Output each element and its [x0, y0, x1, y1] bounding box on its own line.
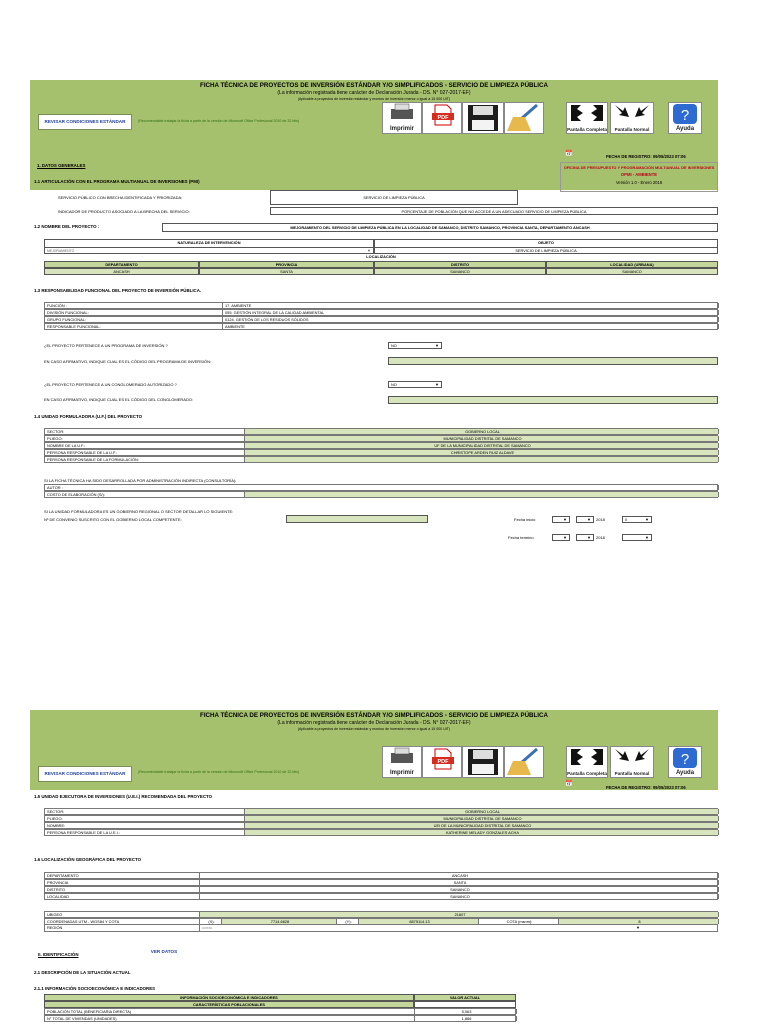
caracteristicas-header: CARACTERÍSTICAS POBLACIONALES: [44, 1001, 414, 1008]
pdf-icon: [423, 747, 461, 771]
shrink-icon: [611, 103, 653, 123]
uei-value: GOBIERNO LOCAL: [245, 809, 719, 814]
help-icon: [669, 747, 701, 769]
normal-screen-label: Pantalla Normal: [614, 771, 650, 776]
section-identificacion: II. IDENTIFICACIÓN: [38, 952, 79, 957]
normal-screen-label: Pantalla Normal: [614, 127, 650, 132]
q-programa-label: ¿EL PROYECTO PERTENECE A UN PROGRAMA DE INVERSIÓN ?: [44, 343, 168, 348]
form-title: FICHA TÉCNICA DE PROYECTOS DE INVERSIÓN ESTÁNDAR Y/O SIMPLIFICADOS - SERVICIO DE LIMPIEZA PÚBLICA: [200, 712, 548, 719]
q-programa-code-label: EN CASO AFIRMATIVO, INDIQUE CUAL ES EL CÓDIGO DEL PROGRAMA DE INVERSIÓN:: [44, 359, 212, 364]
fecha-inicio-year: 2018: [596, 517, 605, 522]
x-value[interactable]: 7714.6628: [222, 919, 337, 924]
fecha-inicio-extra[interactable]: 0 ▼: [622, 516, 652, 523]
uf-row: [44, 442, 718, 449]
office-box: [560, 162, 718, 192]
info-row: [44, 1008, 516, 1015]
func-label: GRUPO FUNCIONAL:: [45, 317, 223, 322]
costo-label: COSTO DE ELABORACIÓN (S/):: [45, 492, 245, 497]
help-label: Ayuda: [675, 770, 695, 776]
naturaleza-header: NATURALEZA DE INTERVENCIÓN: [44, 239, 374, 247]
conglomerado-code-input[interactable]: [388, 396, 718, 404]
registration-date: FECHA DE REGISTRO: 09/05/2023 07:06: [606, 785, 686, 790]
func-value: 17. AMBIENTE: [223, 303, 719, 308]
section-2-1-1: 2.1.1 INFORMACIÓN SOCIOECONÓMICA E INDICADORES: [34, 986, 156, 991]
save-button[interactable]: [462, 746, 504, 778]
region-label: REGIÓN: [45, 925, 200, 931]
help-button[interactable]: [668, 746, 702, 778]
consultoria-note: SI LA FICHA TÉCNICA HA SIDO DESARROLLADA POR ADMINISTRACIÓN INDIRECTA (CONSULTORÍA):: [44, 478, 237, 483]
servicio-label: SERVICIO PÚBLICO CON BRECHA IDENTIFICADA Y PRIORIZADA:: [58, 195, 183, 200]
section-2-1: 2.1 DESCRIPCIÓN DE LA SITUACIÓN ACTUAL: [34, 970, 131, 975]
func-row: [44, 323, 718, 330]
full-screen-label: Pantalla Completa: [567, 771, 607, 776]
normal-screen-button[interactable]: [610, 102, 654, 134]
calendar-icon: 📅: [565, 781, 573, 787]
form-title: FICHA TÉCNICA DE PROYECTOS DE INVERSIÓN ESTÁNDAR Y/O SIMPLIFICADOS - SERVICIO DE LIMPIEZA PÚBLICA: [200, 82, 548, 89]
section-1-6: 1.6 LOCALIZACIÓN GEOGRÁFICA DEL PROYECTO: [34, 857, 142, 862]
autor-row: [44, 484, 718, 491]
servicio-value: SERVICIO DE LIMPIEZA PÚBLICA: [270, 190, 518, 205]
loc-value-depto: ANCASH: [44, 268, 199, 275]
func-label: RESPONSABLE FUNCIONAL:: [45, 324, 223, 329]
autor-label: AUTOR :: [45, 485, 719, 490]
pdf-button[interactable]: [422, 746, 462, 778]
help-button[interactable]: [668, 102, 702, 134]
geo-label: LOCALIDAD: [45, 894, 200, 899]
gob-note: SI LA UNIDAD FORMULADORA ES UN GOBIERNO REGIONAL O SECTOR DETALLAR LO SIGUIENTE:: [44, 509, 234, 514]
uei-row: [44, 808, 718, 815]
svg-text:PDF: PDF: [437, 758, 449, 765]
section-datos-generales: 1. DATOS GENERALES: [37, 163, 86, 168]
geo-label: DEPARTAMENTO: [45, 873, 200, 878]
uf-value: CHRISTOPE ARDEN RUIZ ALDAVE: [245, 450, 719, 455]
indicador-label: INDICADOR DE PRODUCTO ASOCIADO A LA BRECHA DEL SERVICIO:: [58, 209, 190, 214]
loc-value-provincia: SANTA: [199, 268, 374, 275]
loc-header-localidad: LOCALIDAD (URBANA): [546, 261, 718, 268]
programa-code-input[interactable]: [388, 357, 718, 365]
svg-text:PDF: PDF: [437, 114, 449, 121]
uf-value[interactable]: [245, 457, 719, 462]
print-label: Imprimir: [389, 770, 414, 776]
geo-value: ANCASH: [200, 873, 719, 878]
print-button[interactable]: [382, 746, 422, 778]
uf-label: NOMBRE DE LA U.F.:: [45, 443, 245, 448]
func-row: [44, 316, 718, 323]
func-row: [44, 302, 718, 309]
func-value: 055. GESTIÓN INTEGRAL DE LA CALIDAD AMBIENTAL: [223, 310, 719, 315]
form-subtitle: (La información registrada tiene carácter de Declaración Jurada - DS. N° 027-2017-EF): [277, 720, 471, 726]
fecha-termino-extra[interactable]: [622, 534, 652, 541]
save-button[interactable]: [462, 102, 504, 134]
fecha-inicio-month[interactable]: [576, 516, 594, 523]
caracteristicas-blank: [414, 1001, 516, 1008]
review-conditions-button[interactable]: REVISAR CONDICIONES ESTÁNDAR: [38, 766, 132, 782]
section-1-5: 1.5 UNIDAD EJECUTORA DE INVERSIONES (U.E.I.) RECOMENDADA DEL PROYECTO: [34, 794, 213, 799]
recommendation-note: (Recomendable trabajar la ficha a partir de la versión de Microsoft Office Profesional 2010 de 32 bits): [138, 770, 300, 774]
func-value: AMBIENTE: [223, 324, 719, 329]
uf-value: UF DE LA MUNICIPALIDAD DISTRITAL DE SAMANCO: [245, 443, 719, 448]
y-value[interactable]: 8875114.13: [359, 919, 479, 924]
uei-label: NOMBRE:: [45, 823, 245, 828]
fecha-termino-label: Fecha termino: [508, 535, 534, 540]
cota-value[interactable]: 8: [559, 919, 719, 924]
registration-date: FECHA DE REGISTRO: 09/05/2023 07:06: [606, 154, 686, 159]
region-value: COSTA: [202, 926, 213, 930]
geo-label: DISTRITO: [45, 887, 200, 892]
naturaleza-select[interactable]: MEJORAMIENTO ▼: [44, 247, 374, 254]
geo-label: PROVINCIA: [45, 880, 200, 885]
print-button[interactable]: [382, 102, 422, 134]
utm-label: COORDENADAS UTM - WGS84 Y COTA: [45, 919, 200, 924]
utm-row: [44, 918, 718, 925]
full-screen-button[interactable]: [566, 746, 608, 778]
uf-label: PERSONA RESPONSABLE DE LA FORMULACIÓN:: [45, 457, 245, 462]
project-name: MEJORAMIENTO DEL SERVICIO DE LIMPIEZA PÚBLICA EN LA LOCALIDAD DE SAMANCO, DISTRITO SAMANCO, PROVINCIA SANTA, DEPARTAMENTO ANCASH: [162, 223, 718, 232]
q-conglomerado-code-label: EN CASO AFIRMATIVO, INDIQUE CUAL ES EL CÓDIGO DEL CONGLOMERADO:: [44, 397, 194, 402]
loc-value-localidad: SAMANCO: [546, 268, 718, 275]
geo-value: SAMANCO: [200, 894, 719, 899]
uei-row: [44, 815, 718, 822]
localizacion-header: LOCALIZACIÓN: [366, 254, 396, 259]
loc-value-distrito: SAMANCO: [374, 268, 546, 275]
loc-header-distrito: DISTRITO: [374, 261, 546, 268]
geo-row: [44, 886, 718, 893]
section-1-4: 1.4 UNIDAD FORMULADORA (U.F.) DEL PROYECTO: [34, 414, 142, 419]
conglomerado-select[interactable]: NO ▼: [388, 381, 442, 388]
info-value: 1,886: [415, 1016, 517, 1021]
calendar-icon: 📅: [565, 151, 573, 157]
func-label: DIVISIÓN FUNCIONAL:: [45, 310, 223, 315]
printer-icon: [383, 103, 421, 125]
broom-icon: [505, 747, 543, 777]
expand-icon: [567, 747, 607, 767]
uf-row: [44, 435, 718, 442]
uei-label: PLIEGO:: [45, 816, 245, 821]
floppy-icon: [463, 103, 503, 133]
fecha-inicio-day[interactable]: [552, 516, 570, 523]
info-row: [44, 1015, 516, 1022]
chevron-down-icon[interactable]: ▼: [636, 925, 640, 930]
floppy-icon: [463, 747, 503, 777]
costo-input[interactable]: [245, 492, 719, 497]
ver-datos-button[interactable]: VER DATOS: [118, 946, 210, 958]
section-1-3: 1.3 RESPONSABILIDAD FUNCIONAL DEL PROYECTO DE INVERSIÓN PÚBLICA.: [34, 288, 202, 293]
ubigeo-label: UBIGEO: [45, 912, 200, 917]
svg-text:?: ?: [680, 751, 690, 768]
info-label: N° TOTAL DE VIVIENDAS (UNIDADES): [45, 1016, 415, 1021]
uf-value: MUNICIPALIDAD DISTRITAL DE SAMANCO: [245, 436, 719, 441]
q-conglomerado-label: ¿EL PROYECTO PERTENECE A UN CONGLOMERADO AUTORIZADO ?: [44, 382, 177, 387]
fecha-termino-year: 2018: [596, 535, 605, 540]
normal-screen-button[interactable]: [610, 746, 654, 778]
loc-header-provincia: PROVINCIA: [199, 261, 374, 268]
fecha-termino-month[interactable]: [576, 534, 594, 541]
uei-label: PERSONA RESPONSABLE DE LA U.E.I.:: [45, 830, 245, 835]
geo-value: SANTA: [200, 880, 719, 885]
expand-icon: [567, 103, 607, 123]
help-icon: [669, 103, 701, 125]
y-label: (Y):: [337, 919, 359, 924]
uei-row: [44, 829, 718, 836]
convenio-label: Nº DE CONVENIO SUSCRITO CON EL GOBIERNO LOCAL COMPETENTE:: [44, 517, 182, 522]
office-code: OPMI - AMBIENTE: [620, 172, 658, 177]
costo-row: [44, 491, 718, 498]
region-row: [44, 925, 718, 932]
uei-label: SECTOR:: [45, 809, 245, 814]
review-conditions-button[interactable]: REVISAR CONDICIONES ESTÁNDAR: [38, 114, 132, 130]
broom-icon: [505, 103, 543, 133]
section-1-1: 1.1 ARTICULACIÓN CON EL PROGRAMA MULTIANUAL DE INVERSIONES (PMI): [34, 179, 200, 184]
info-label: POBLACIÓN TOTAL (BENEFICIARIA DIRECTA): [45, 1009, 415, 1014]
cota-label: COTA (msnm):: [479, 919, 559, 924]
shrink-icon: [611, 747, 653, 767]
geo-row: [44, 879, 718, 886]
form-note: (Aplicable a proyectos de inversión estándar y montos de inversión menor o igual a 15 000 UIT): [297, 97, 451, 101]
indicador-value: PORCENTAJE DE POBLACIÓN QUE NO ACCEDE A UN ADECUADO SERVICIO DE LIMPIEZA PÚBLICA: [270, 207, 718, 215]
geo-row: [44, 893, 718, 900]
uf-label: PERSONA RESPONSABLE DE LA U.F.:: [45, 450, 245, 455]
header-banner-2: [30, 710, 718, 790]
func-value: 0124. GESTIÓN DE LOS RESIDUOS SÓLIDOS: [223, 317, 719, 322]
objeto-value: SERVICIO DE LIMPIEZA PÚBLICA: [374, 247, 718, 254]
func-row: [44, 309, 718, 316]
office-name: OFICINA DE PRESUPUESTO Y PROGRAMACIÓN MULTIANUAL DE INVERSIONES: [563, 165, 715, 170]
uei-value: UEI DE LA MUNICIPALIDAD DISTRITAL DE SAMANCO: [245, 823, 719, 828]
office-version: Versión 1.0 - Enero 2018: [615, 180, 663, 185]
objeto-header: OBJETO: [374, 239, 718, 247]
info-header: INFORMACIÓN SOCIOECONÓMICA E INDICADORES: [44, 994, 414, 1001]
pdf-icon: [423, 103, 461, 127]
fecha-inicio-label: Fecha inicio: [514, 517, 536, 522]
ubigeo-value: 21807: [200, 912, 719, 917]
geo-row: [44, 872, 718, 879]
fecha-termino-day[interactable]: [552, 534, 570, 541]
uei-row: [44, 822, 718, 829]
form-subtitle: (La información registrada tiene carácter de Declaración Jurada - DS. N° 027-2017-EF): [277, 90, 471, 96]
info-value: 5,063: [415, 1009, 517, 1014]
uf-label: PLIEGO:: [45, 436, 245, 441]
uf-row: [44, 456, 718, 463]
uei-value: KATHERINE MELADY GONZALES ACHA: [245, 830, 719, 835]
help-label: Ayuda: [675, 126, 695, 132]
ubigeo-row: [44, 911, 718, 918]
valor-header: VALOR ACTUAL: [414, 994, 516, 1001]
func-label: FUNCIÓN :: [45, 303, 223, 308]
uf-row: [44, 428, 718, 435]
uf-label: SECTOR:: [45, 429, 245, 434]
full-screen-label: Pantalla Completa: [567, 127, 607, 132]
recommendation-note: (Recomendable trabajar la ficha a partir de la versión de Microsoft Office Profesional 2010 de 32 bits): [138, 119, 300, 123]
form-note: (Aplicable a proyectos de inversión estándar y montos de inversión menor o igual a 15 000 UIT): [297, 727, 451, 731]
uf-value: GOBIERNO LOCAL: [245, 429, 719, 434]
naturaleza-table: [44, 239, 718, 279]
svg-text:?: ?: [680, 107, 690, 124]
x-label: (X):: [200, 919, 222, 924]
printer-icon: [383, 747, 421, 769]
section-1-2: 1.2 NOMBRE DEL PROYECTO :: [34, 224, 100, 229]
uf-row: [44, 449, 718, 456]
full-screen-button[interactable]: [566, 102, 608, 134]
loc-header-depto: DEPARTAMENTO: [44, 261, 199, 268]
clean-button[interactable]: [504, 102, 544, 134]
clean-button[interactable]: [504, 746, 544, 778]
programa-select[interactable]: NO ▼: [388, 342, 442, 349]
geo-value: SAMANCO: [200, 887, 719, 892]
uei-value: MUNICIPALIDAD DISTRITAL DE SAMANCO: [245, 816, 719, 821]
convenio-input[interactable]: [286, 515, 428, 523]
pdf-button[interactable]: [422, 102, 462, 134]
print-label: Imprimir: [389, 126, 414, 132]
